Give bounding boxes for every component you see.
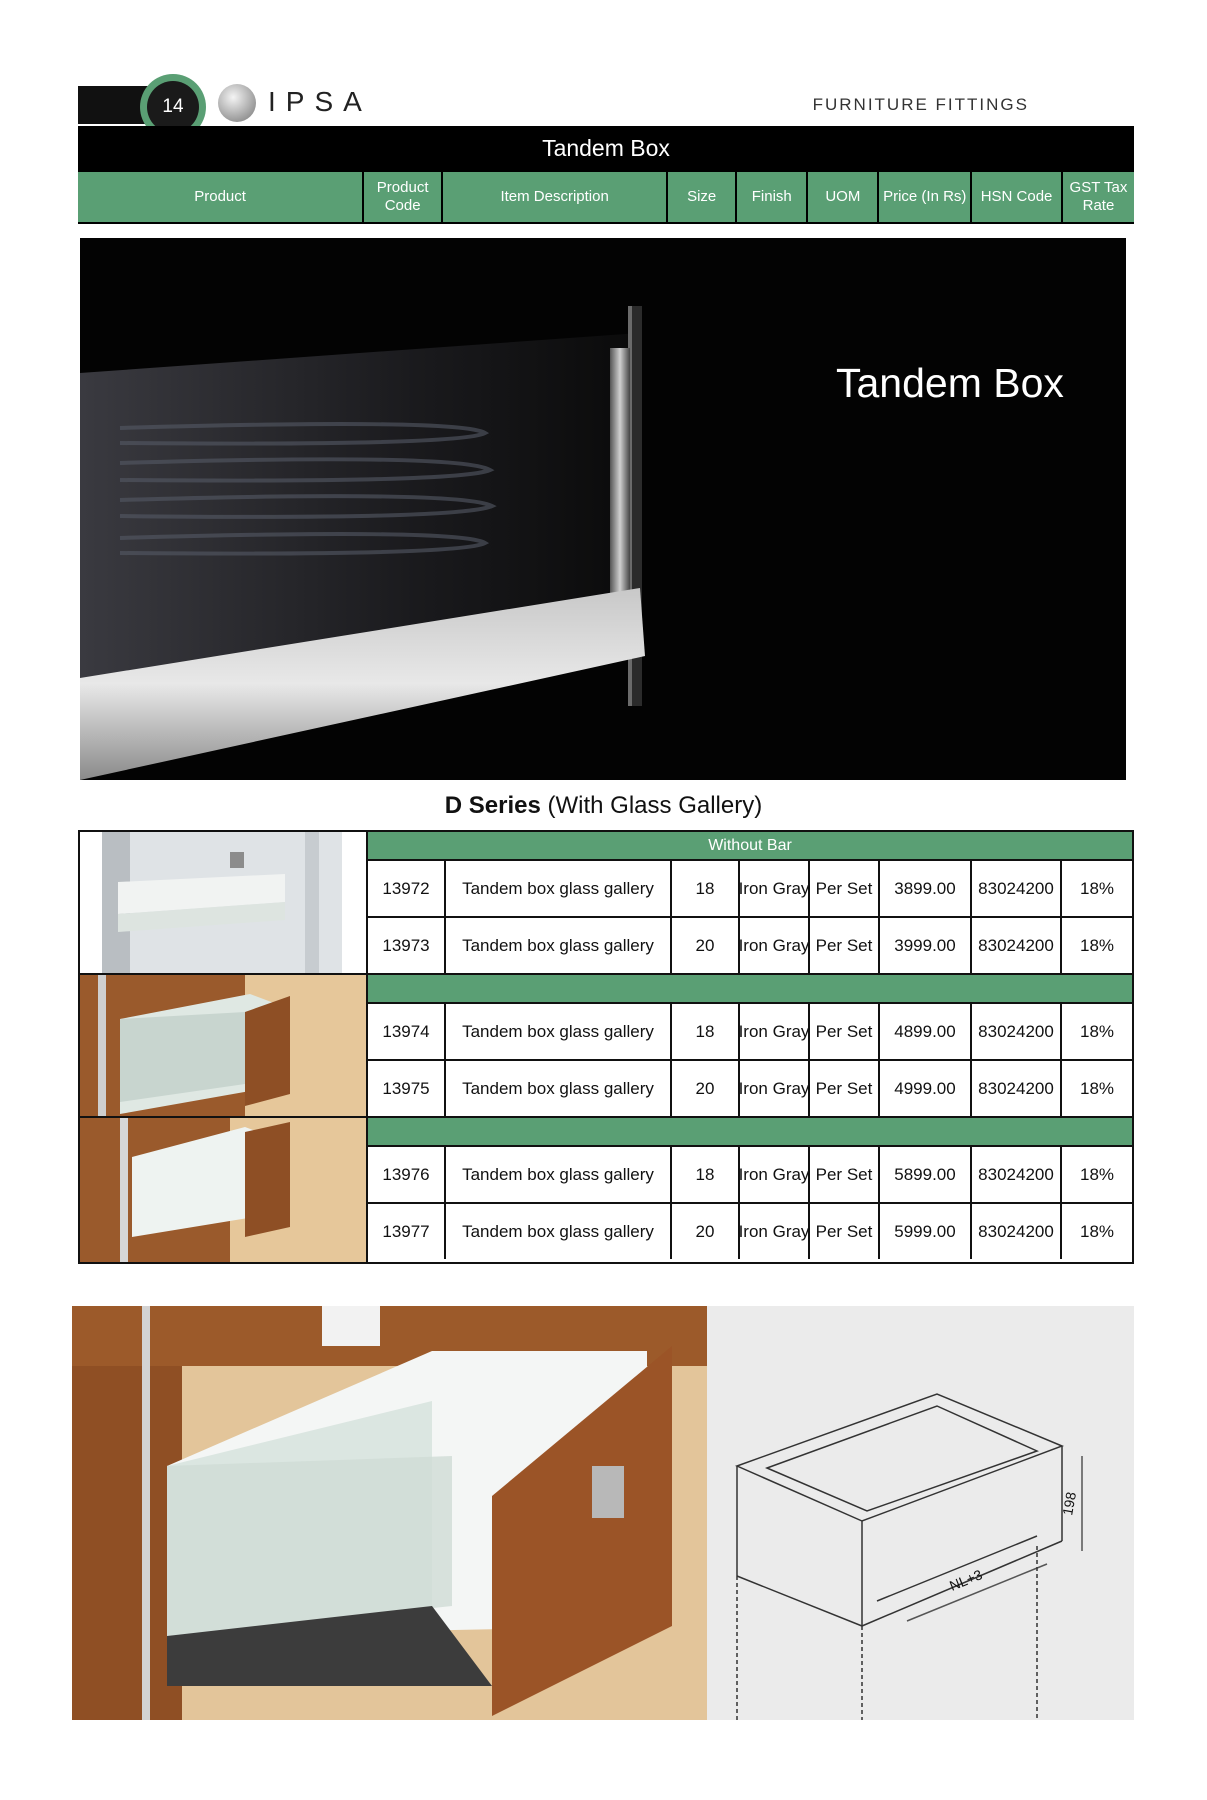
group-label-bar — [368, 1118, 1132, 1145]
hsn-code: 83024200 — [972, 1204, 1062, 1259]
col-finish: Finish — [737, 172, 808, 222]
finish: Iron Gray — [740, 1147, 810, 1202]
finish: Iron Gray — [740, 1204, 810, 1259]
gst-rate: 18% — [1079, 1164, 1115, 1184]
product-code: 13975 — [368, 1061, 446, 1116]
hsn-code: 83024200 — [972, 1061, 1062, 1116]
gst-rate: 18% — [1079, 1078, 1115, 1098]
hsn-code: 83024200 — [972, 1147, 1062, 1202]
series-name: D Series — [444, 792, 541, 819]
finish: Iron Gray — [740, 1004, 810, 1059]
price: 5899.00 — [880, 1147, 972, 1202]
product-image-wood-drawer-2 — [80, 1117, 368, 1262]
gst-rate: 18% — [1079, 1021, 1115, 1041]
item-description: Tandem box glass gallery — [446, 1004, 672, 1059]
price: 4999.00 — [880, 1061, 972, 1116]
brand-logo-icon — [218, 84, 256, 122]
hero-title: Tandem Box — [836, 360, 1064, 406]
page-number: 14 — [147, 81, 199, 133]
section-label: FURNITURE FITTINGS — [812, 95, 1029, 114]
length-dimension-label: NL+3 — [947, 1566, 985, 1594]
table-row — [368, 916, 1132, 973]
product-code: 13977 — [368, 1204, 446, 1259]
group-label-bar: Without Bar — [368, 832, 1132, 859]
hero-image — [80, 238, 1126, 780]
col-item-description: Item Description — [443, 172, 668, 222]
brand-name: IPSA — [268, 86, 372, 117]
table-row — [368, 859, 1132, 916]
gst-rate: 18% — [1079, 935, 1115, 955]
price: 3899.00 — [880, 861, 972, 916]
item-description: Tandem box glass gallery — [446, 1204, 672, 1259]
item-description: Tandem box glass gallery — [446, 861, 672, 916]
item-description: Tandem box glass gallery — [446, 1061, 672, 1116]
height-dimension-label: 198 — [1059, 1490, 1080, 1517]
uom: Per Set — [810, 1004, 880, 1059]
dimension-drawing — [707, 1306, 1134, 1720]
gst-rate: 18% — [1079, 878, 1115, 898]
gst-rate: 18% — [1079, 1221, 1115, 1241]
size: 18 — [672, 1147, 740, 1202]
item-description: Tandem box glass gallery — [446, 1147, 672, 1202]
table-row — [368, 1059, 1132, 1116]
hsn-code: 83024200 — [972, 1004, 1062, 1059]
column-header-row — [78, 170, 1134, 224]
uom: Per Set — [810, 861, 880, 916]
finish: Iron Gray — [740, 861, 810, 916]
uom: Per Set — [810, 918, 880, 973]
series-note: (With Glass Gallery) — [547, 792, 763, 819]
product-code: 13972 — [368, 861, 446, 916]
col-uom: UOM — [808, 172, 879, 222]
product-code: 13973 — [368, 918, 446, 973]
size: 20 — [672, 1204, 740, 1259]
series-heading — [0, 792, 1207, 820]
price: 3999.00 — [880, 918, 972, 973]
hsn-code: 83024200 — [972, 918, 1062, 973]
size: 18 — [672, 861, 740, 916]
finish: Iron Gray — [740, 1061, 810, 1116]
item-description: Tandem box glass gallery — [446, 918, 672, 973]
uom: Per Set — [810, 1147, 880, 1202]
price: 4899.00 — [880, 1004, 972, 1059]
table-row — [368, 1145, 1132, 1202]
col-gst-rate: GST Tax Rate — [1063, 172, 1134, 222]
col-size: Size — [668, 172, 737, 222]
table-title: Tandem Box — [78, 126, 1134, 170]
tandem-box-hero-illustration — [80, 238, 1126, 780]
product-code: 13976 — [368, 1147, 446, 1202]
product-code: 13974 — [368, 1004, 446, 1059]
product-image-without-bar — [80, 832, 368, 974]
col-price: Price (In Rs) — [879, 172, 972, 222]
uom: Per Set — [810, 1204, 880, 1259]
product-table — [78, 830, 1134, 1264]
table-row — [368, 1002, 1132, 1059]
drawer-photo — [72, 1306, 707, 1720]
col-product-code: Product Code — [364, 172, 443, 222]
col-hsn-code: HSN Code — [972, 172, 1063, 222]
hsn-code: 83024200 — [972, 861, 1062, 916]
finish: Iron Gray — [740, 918, 810, 973]
uom: Per Set — [810, 1061, 880, 1116]
size: 20 — [672, 1061, 740, 1116]
table-row — [368, 1202, 1132, 1259]
group-label-bar — [368, 975, 1132, 1002]
size: 18 — [672, 1004, 740, 1059]
price: 5999.00 — [880, 1204, 972, 1259]
product-image-wood-drawer-1 — [80, 974, 368, 1117]
col-product: Product — [78, 172, 364, 222]
size: 20 — [672, 918, 740, 973]
